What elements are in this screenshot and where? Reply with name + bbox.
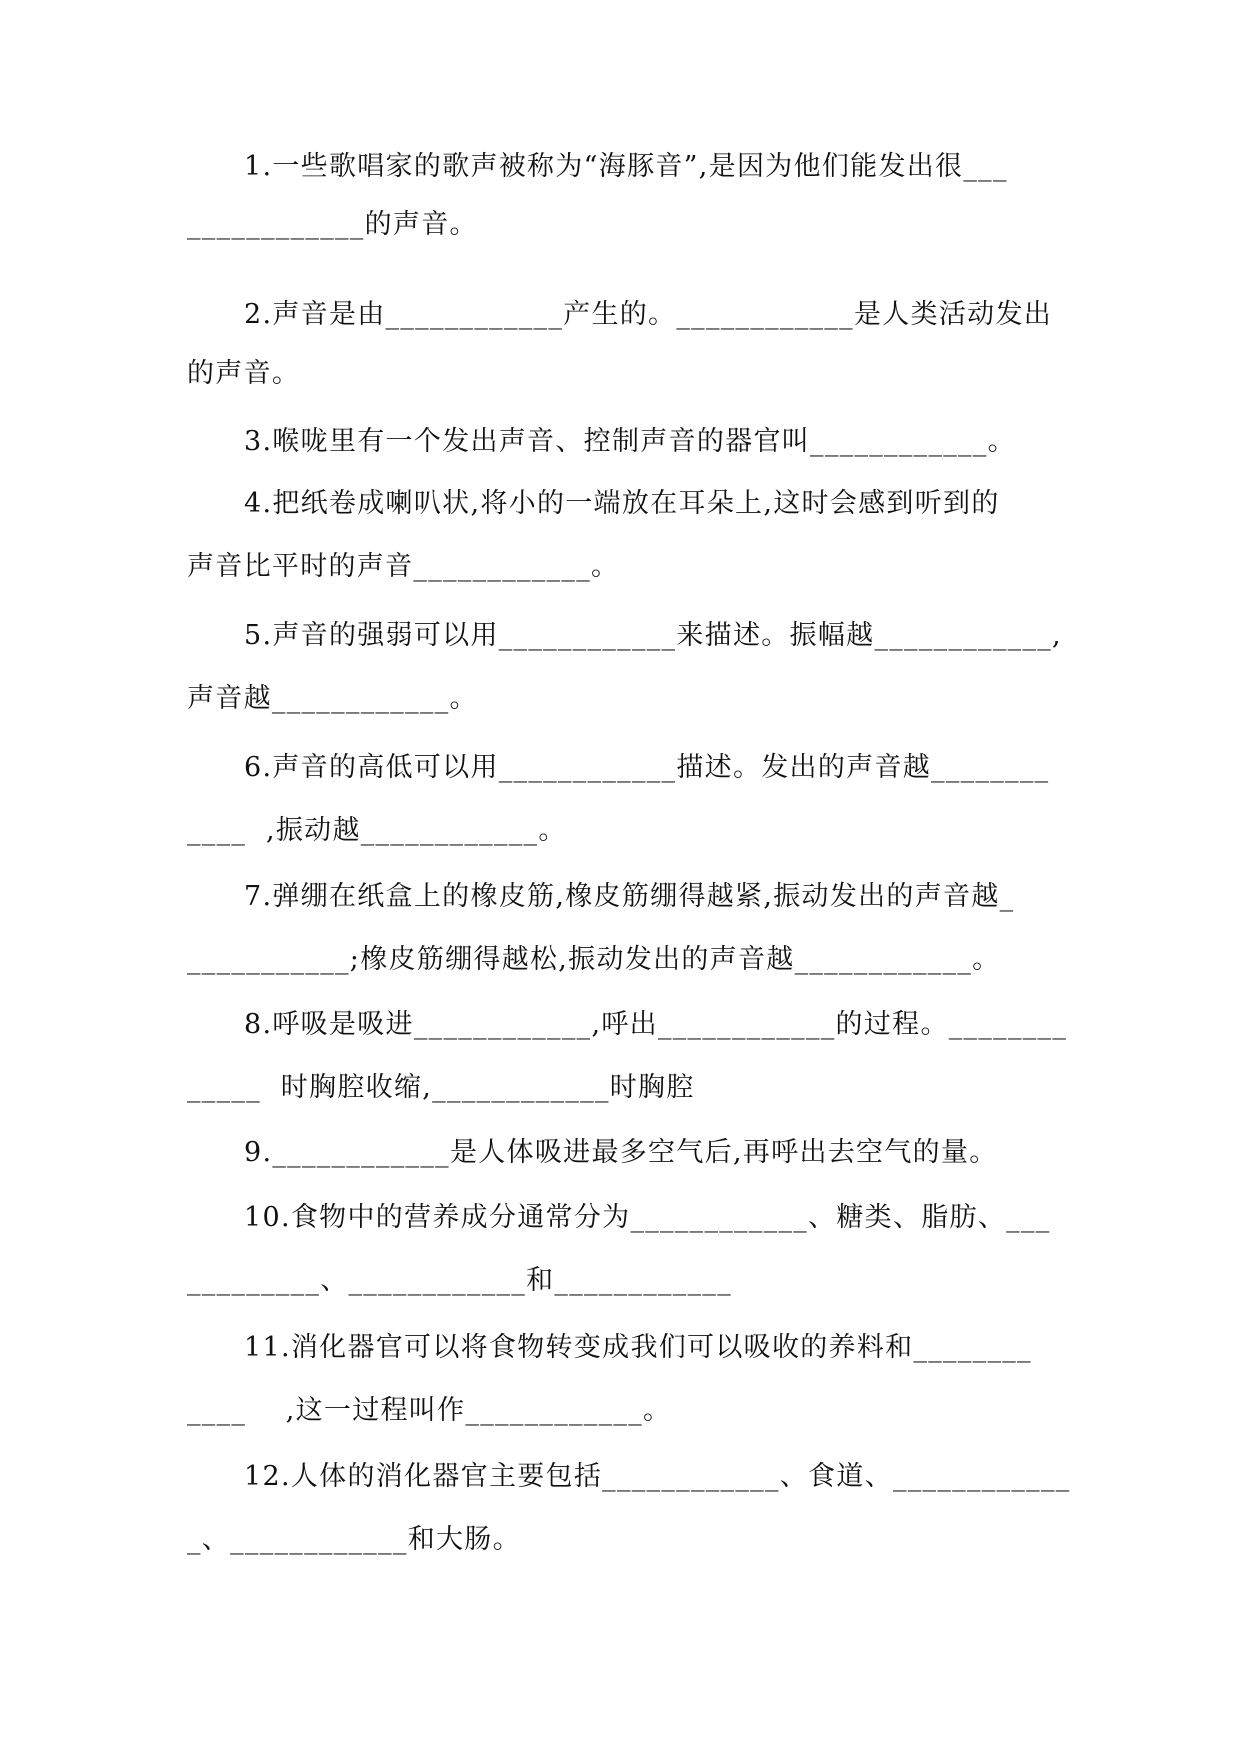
q2-line-2: 的声音。: [187, 358, 301, 389]
q4-line-2: 声音比平时的声音____________。: [187, 551, 620, 582]
q2-line-1: 2.声音是由____________产生的。____________是人类活动发出: [244, 299, 1053, 330]
q5-line-2: 声音越____________。: [187, 683, 478, 714]
q7-line-2: ___________;橡皮筋绷得越松,振动发出的声音越____________。: [187, 944, 1001, 975]
q6-line-2: ____ ,振动越____________。: [187, 815, 567, 846]
q9-line-1: 9.____________是人体吸进最多空气后,再呼出去空气的量。: [244, 1137, 998, 1168]
q1-line-1: 1.一些歌唱家的歌声被称为“海豚音”,是因为他们能发出很___: [244, 151, 1008, 182]
q10-line-1: 10.食物中的营养成分通常分为____________、糖类、脂肪、___: [244, 1202, 1051, 1233]
q4-line-1: 4.把纸卷成喇叭状,将小的一端放在耳朵上,这时会感到听到的: [244, 488, 1000, 519]
q1-line-2: ____________的声音。: [187, 209, 478, 240]
q5-line-1: 5.声音的强弱可以用____________来描述。振幅越____________,: [244, 620, 1062, 651]
q12-line-2: _、____________和大肠。: [187, 1524, 521, 1555]
q7-line-1: 7.弹绷在纸盒上的橡皮筋,橡皮筋绷得越紧,振动发出的声音越_: [244, 881, 1015, 912]
q8-line-2: _____ 时胸腔收缩,____________时胸腔: [187, 1072, 695, 1103]
q10-line-2: _________、____________和____________: [187, 1265, 732, 1296]
q6-line-1: 6.声音的高低可以用____________描述。发出的声音越________: [244, 752, 1050, 783]
q11-line-2: ____ ,这一过程叫作____________。: [187, 1395, 672, 1426]
q12-line-1: 12.人体的消化器官主要包括____________、食道、____________: [244, 1461, 1071, 1492]
q11-line-1: 11.消化器官可以将食物转变成我们可以吸收的养料和________: [244, 1332, 1032, 1363]
q8-line-1: 8.呼吸是吸进____________,呼出____________的过程。________: [244, 1009, 1068, 1040]
q3-line-1: 3.喉咙里有一个发出声音、控制声音的器官叫____________。: [244, 426, 1016, 457]
